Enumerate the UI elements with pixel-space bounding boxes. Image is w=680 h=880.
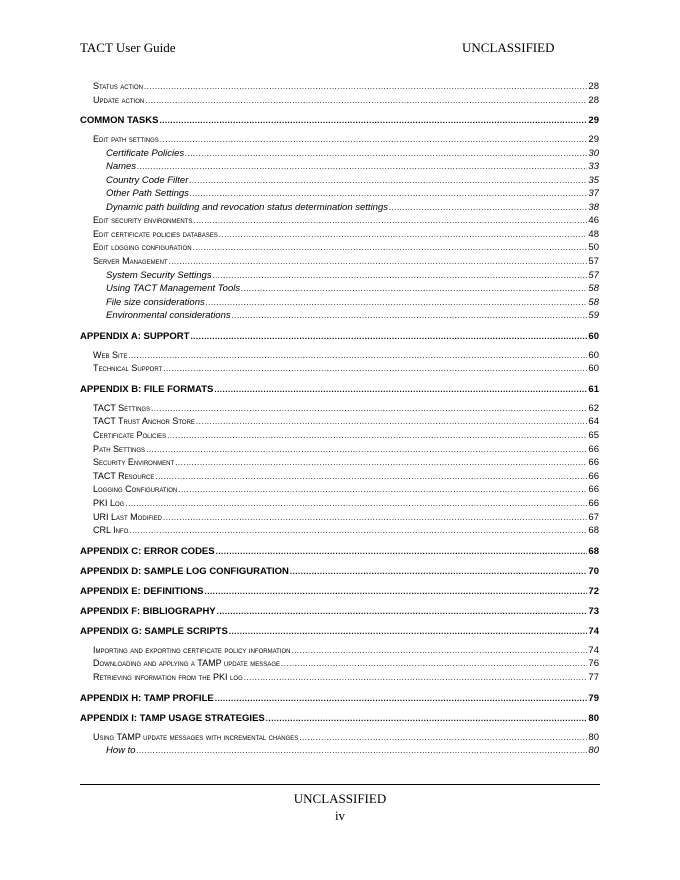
toc-dot-leader bbox=[146, 443, 587, 457]
toc-entry[interactable] bbox=[80, 415, 599, 429]
toc-entry-title: APPENDIX E: DEFINITIONS bbox=[80, 585, 204, 597]
toc-entry[interactable] bbox=[80, 228, 599, 242]
toc-entry[interactable] bbox=[80, 744, 599, 758]
toc-dot-leader bbox=[229, 625, 588, 638]
toc-dot-leader bbox=[178, 483, 587, 497]
toc-entry-page: 66 bbox=[588, 457, 599, 469]
toc-entry-title: Other Path Settings bbox=[106, 188, 189, 200]
footer-classification: UNCLASSIFIED bbox=[293, 791, 387, 806]
toc-entry[interactable] bbox=[80, 456, 599, 470]
toc-entry-page: 79 bbox=[588, 692, 599, 704]
toc-entry-title: Retrieving information from the PKI log bbox=[93, 671, 243, 682]
toc-entry-page: 58 bbox=[588, 296, 599, 308]
toc-entry-title: Update action bbox=[93, 94, 145, 105]
toc-entry-title: Using TACT Management Tools bbox=[106, 283, 241, 295]
toc-entry-page: 38 bbox=[588, 201, 599, 213]
toc-dot-leader bbox=[266, 712, 588, 725]
toc-entry[interactable] bbox=[80, 497, 599, 511]
toc-entry-page: 74 bbox=[588, 644, 599, 656]
toc-dot-leader bbox=[137, 160, 587, 174]
toc-entry-page: 72 bbox=[588, 585, 599, 597]
toc-entry-title: Web Site bbox=[93, 349, 128, 360]
toc-entry-page: 68 bbox=[588, 525, 599, 537]
toc-entry-page: 59 bbox=[588, 310, 599, 322]
toc-dot-leader bbox=[159, 114, 587, 127]
toc-entry-page: 66 bbox=[588, 470, 599, 482]
toc-entry-page: 60 bbox=[588, 349, 599, 361]
toc-dot-leader bbox=[163, 362, 587, 376]
toc-dot-leader bbox=[175, 456, 587, 470]
toc-entry[interactable] bbox=[80, 214, 599, 228]
toc-entry[interactable] bbox=[80, 147, 599, 161]
toc-entry[interactable] bbox=[80, 644, 599, 658]
toc-entry-page: 67 bbox=[588, 511, 599, 523]
toc-dot-leader bbox=[137, 744, 588, 758]
toc-entry-title: APPENDIX H: TAMP PROFILE bbox=[80, 692, 214, 704]
toc-entry[interactable] bbox=[80, 511, 599, 525]
toc-entry-page: 80 bbox=[588, 731, 599, 743]
toc-entry-page: 60 bbox=[588, 330, 599, 342]
toc-entry-title: Names bbox=[106, 161, 137, 173]
toc-entry-page: 80 bbox=[588, 745, 599, 757]
toc-dot-leader bbox=[217, 605, 588, 618]
toc-dot-leader bbox=[151, 402, 587, 416]
toc-entry-page: 70 bbox=[588, 565, 599, 577]
toc-entry-title: APPENDIX D: SAMPLE LOG CONFIGURATION bbox=[80, 565, 289, 577]
toc-entry[interactable] bbox=[80, 712, 599, 725]
toc-dot-leader bbox=[125, 497, 587, 511]
toc-dot-leader bbox=[219, 228, 588, 242]
toc-entry-page: 62 bbox=[588, 402, 599, 414]
toc-entry-title: System Security Settings bbox=[106, 269, 212, 281]
toc-dot-leader bbox=[193, 214, 587, 228]
toc-entry-title: Downloading and applying a TAMP update message bbox=[93, 658, 280, 669]
toc-dot-leader bbox=[216, 545, 588, 558]
toc-entry-title: TACT Trust Anchor Store bbox=[93, 416, 195, 427]
toc-entry[interactable] bbox=[80, 255, 599, 269]
toc-entry-page: 58 bbox=[588, 283, 599, 295]
toc-entry-title: Edit certificate policies databases bbox=[93, 228, 218, 239]
toc-dot-leader bbox=[215, 692, 588, 705]
toc-entry-page: 29 bbox=[588, 134, 599, 146]
toc-entry-page: 77 bbox=[588, 671, 599, 683]
toc-entry-page: 33 bbox=[588, 161, 599, 173]
toc-entry-title: PKI Log bbox=[93, 498, 125, 508]
toc-entry-page: 30 bbox=[588, 147, 599, 159]
toc-dot-leader bbox=[299, 731, 587, 745]
toc-entry-page: 65 bbox=[588, 430, 599, 442]
toc-dot-leader bbox=[190, 330, 587, 343]
toc-entry-page: 68 bbox=[588, 545, 599, 557]
toc-entry-page: 57 bbox=[588, 269, 599, 281]
toc-entry-title: TACT Resource bbox=[93, 470, 155, 481]
toc-entry-page: 61 bbox=[588, 383, 599, 395]
toc-entry-title: Country Code Filter bbox=[106, 174, 189, 186]
toc-entry-title: Security Environment bbox=[93, 457, 175, 468]
toc-dot-leader bbox=[190, 187, 588, 201]
toc-entry[interactable] bbox=[80, 362, 599, 376]
toc-entry-page: 35 bbox=[588, 174, 599, 186]
toc-entry-title: Edit path settings bbox=[93, 134, 159, 145]
toc-entry-title: Dynamic path building and revocation status determination settings bbox=[106, 201, 388, 213]
toc-entry[interactable] bbox=[80, 241, 599, 255]
toc-entry-title: APPENDIX F: BIBLIOGRAPHY bbox=[80, 605, 216, 617]
toc-entry[interactable] bbox=[80, 483, 599, 497]
toc-dot-leader bbox=[281, 657, 587, 671]
toc-entry-title: Importing and exporting certificate policy information bbox=[93, 644, 291, 655]
toc-entry[interactable] bbox=[80, 470, 599, 484]
toc-dot-leader bbox=[290, 565, 588, 578]
toc-entry-title: Certificate Policies bbox=[106, 147, 185, 159]
toc-entry[interactable] bbox=[80, 330, 599, 343]
toc-entry[interactable] bbox=[80, 160, 599, 174]
toc-entry[interactable] bbox=[80, 671, 599, 685]
toc-dot-leader bbox=[213, 269, 588, 283]
toc-dot-leader bbox=[193, 241, 588, 255]
toc-entry[interactable] bbox=[80, 383, 599, 396]
toc-entry[interactable] bbox=[80, 565, 599, 578]
toc-entry[interactable] bbox=[80, 309, 599, 323]
toc-dot-leader bbox=[155, 470, 587, 484]
toc-entry-title: How to bbox=[106, 745, 136, 757]
toc-entry[interactable] bbox=[80, 282, 599, 296]
toc-entry[interactable] bbox=[80, 692, 599, 705]
toc-entry-page: 80 bbox=[588, 712, 599, 724]
toc-entry[interactable] bbox=[80, 80, 599, 94]
toc-dot-leader bbox=[196, 415, 588, 429]
toc-entry-title: COMMON TASKS bbox=[80, 115, 159, 127]
toc-entry[interactable] bbox=[80, 605, 599, 618]
toc-entry-title: APPENDIX C: ERROR CODES bbox=[80, 545, 215, 557]
toc-entry-page: 73 bbox=[588, 605, 599, 617]
toc-entry-page: 76 bbox=[588, 658, 599, 670]
toc-entry-title: APPENDIX B: FILE FORMATS bbox=[80, 383, 214, 395]
footer-divider bbox=[80, 784, 600, 785]
toc-entry-title: Logging Configuration bbox=[93, 484, 178, 495]
toc-entry-page: 64 bbox=[588, 416, 599, 428]
toc-entry[interactable] bbox=[80, 296, 599, 310]
toc-entry-page: 57 bbox=[588, 256, 599, 268]
toc-dot-leader bbox=[145, 94, 587, 108]
toc-entry[interactable] bbox=[80, 545, 599, 558]
toc-entry[interactable] bbox=[80, 114, 599, 127]
toc-entry-title: Technical Support bbox=[93, 363, 163, 374]
toc-entry-title: URI Last Modified bbox=[93, 511, 163, 522]
toc-entry-page: 37 bbox=[588, 188, 599, 200]
toc-entry-title: Status action bbox=[93, 81, 143, 91]
toc-entry[interactable] bbox=[80, 94, 599, 108]
toc-entry[interactable] bbox=[80, 402, 599, 416]
toc-entry-title: Edit logging configuration bbox=[93, 242, 192, 253]
toc-entry-title: APPENDIX I: TAMP USAGE STRATEGIES bbox=[80, 712, 265, 724]
toc-dot-leader bbox=[389, 201, 587, 215]
toc-entry-title: APPENDIX G: SAMPLE SCRIPTS bbox=[80, 625, 228, 637]
toc-entry-page: 28 bbox=[588, 81, 599, 92]
header-title: TACT User Guide bbox=[80, 40, 176, 55]
toc-dot-leader bbox=[241, 282, 587, 296]
toc-entry-title: Environmental considerations bbox=[106, 310, 231, 322]
toc-entry-title: Using TAMP update messages with incremental changes bbox=[93, 731, 299, 742]
toc-dot-leader bbox=[167, 429, 587, 443]
toc-entry[interactable] bbox=[80, 187, 599, 201]
toc-entry-page: 66 bbox=[588, 498, 599, 509]
toc-entry[interactable] bbox=[80, 731, 599, 745]
toc-entry-title: Server Management bbox=[93, 256, 168, 267]
table-of-contents bbox=[80, 80, 599, 758]
toc-dot-leader bbox=[291, 644, 587, 658]
toc-dot-leader bbox=[189, 174, 587, 188]
toc-dot-leader bbox=[128, 349, 587, 363]
toc-dot-leader bbox=[206, 296, 588, 310]
toc-dot-leader bbox=[232, 309, 588, 323]
toc-entry-title: Path Settings bbox=[93, 443, 146, 454]
toc-entry-title: Edit security environments bbox=[93, 215, 193, 226]
toc-entry-page: 28 bbox=[588, 94, 599, 106]
toc-entry-title: APPENDIX A: SUPPORT bbox=[80, 330, 190, 342]
toc-dot-leader bbox=[205, 585, 588, 598]
toc-entry[interactable] bbox=[80, 174, 599, 188]
toc-dot-leader bbox=[144, 80, 587, 94]
toc-dot-leader bbox=[160, 133, 588, 147]
toc-dot-leader bbox=[214, 383, 587, 396]
header-classification: UNCLASSIFIED bbox=[462, 40, 555, 55]
toc-entry-title: Certificate Policies bbox=[93, 430, 167, 441]
toc-entry-title: File size considerations bbox=[106, 296, 205, 308]
toc-entry[interactable] bbox=[80, 443, 599, 457]
toc-entry[interactable] bbox=[80, 585, 599, 598]
toc-entry[interactable] bbox=[80, 524, 599, 538]
toc-entry-page: 29 bbox=[588, 115, 599, 127]
toc-entry[interactable] bbox=[80, 349, 599, 363]
toc-entry[interactable] bbox=[80, 625, 599, 638]
toc-entry-title: CRL Info bbox=[93, 525, 129, 536]
toc-entry-page: 50 bbox=[588, 242, 599, 254]
toc-dot-leader bbox=[185, 147, 587, 161]
footer-page-number: iv bbox=[334, 808, 346, 823]
toc-entry-page: 48 bbox=[588, 228, 599, 240]
toc-entry-page: 46 bbox=[588, 215, 599, 227]
toc-entry[interactable] bbox=[80, 657, 599, 671]
toc-entry[interactable] bbox=[80, 429, 599, 443]
toc-dot-leader bbox=[129, 524, 587, 538]
toc-entry[interactable] bbox=[80, 133, 599, 147]
toc-entry-page: 66 bbox=[588, 484, 599, 496]
toc-entry[interactable] bbox=[80, 201, 599, 215]
toc-dot-leader bbox=[163, 511, 587, 525]
toc-dot-leader bbox=[244, 671, 588, 685]
toc-entry-page: 66 bbox=[588, 443, 599, 455]
toc-entry-page: 74 bbox=[588, 625, 599, 637]
toc-entry-title: TACT Settings bbox=[93, 402, 151, 413]
toc-entry[interactable] bbox=[80, 269, 599, 283]
toc-dot-leader bbox=[169, 255, 588, 269]
toc-entry-page: 60 bbox=[588, 363, 599, 375]
